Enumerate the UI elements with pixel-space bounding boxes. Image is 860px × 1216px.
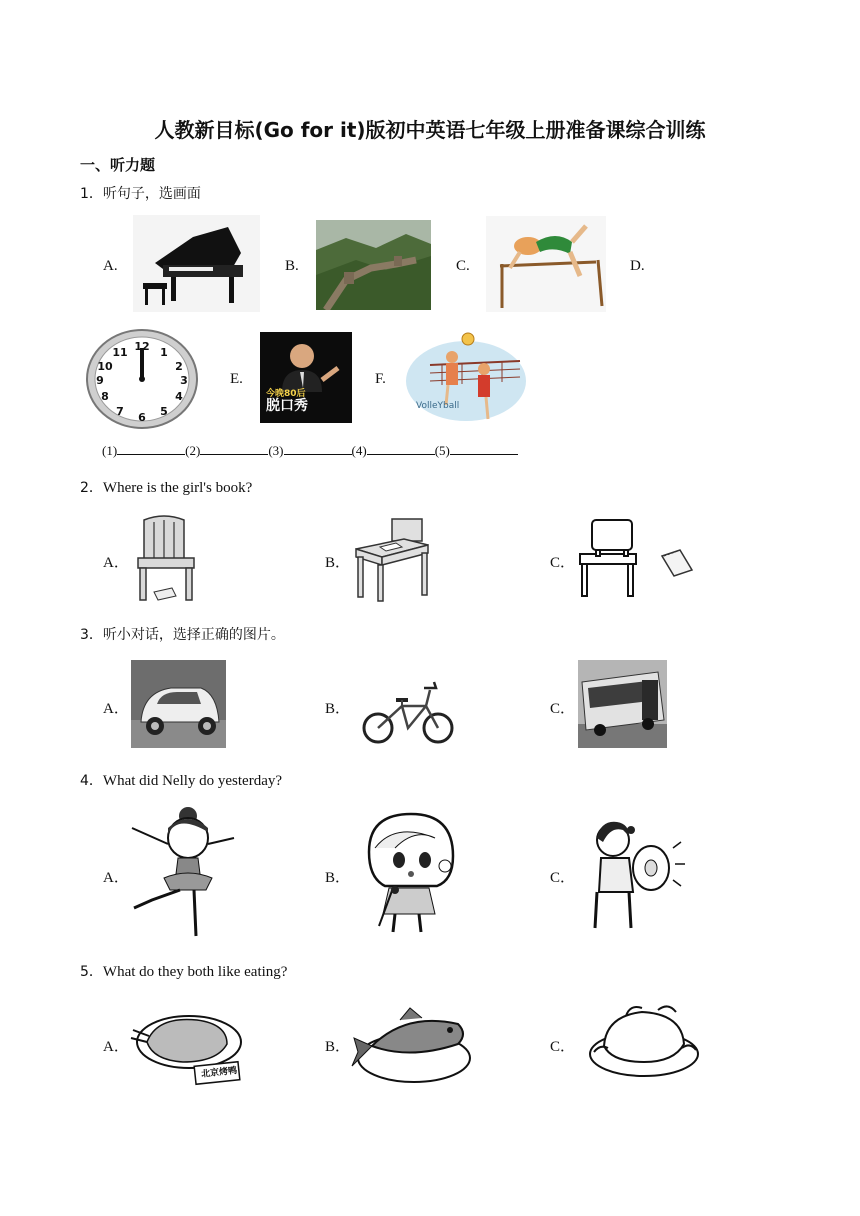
svg-text:9: 9 bbox=[96, 374, 104, 387]
svg-text:5: 5 bbox=[160, 405, 168, 418]
high-jump-image bbox=[486, 216, 606, 312]
answer-blank-3[interactable] bbox=[284, 442, 352, 455]
option-label-a: A． bbox=[103, 870, 129, 886]
roast-duck-image bbox=[127, 1002, 245, 1090]
chair-book-beside-image bbox=[574, 516, 699, 598]
option-label-a: A． bbox=[103, 701, 129, 717]
answer-blank-5[interactable] bbox=[450, 442, 518, 455]
svg-text:10: 10 bbox=[97, 360, 113, 373]
blank-label-3: (3) bbox=[268, 443, 284, 458]
svg-text:6: 6 bbox=[138, 411, 146, 424]
car-image bbox=[131, 660, 226, 748]
blank-label-1: (1) bbox=[102, 443, 118, 458]
drumming-girl-image bbox=[583, 812, 688, 936]
option-label-b: B． bbox=[325, 555, 351, 571]
option-label-b: B． bbox=[325, 701, 351, 717]
answer-blank-1[interactable] bbox=[117, 442, 185, 455]
section-heading: 一、听力题 bbox=[80, 156, 156, 174]
question-text: Where is the girl's book? bbox=[102, 480, 253, 496]
chair-book-under-image bbox=[128, 512, 203, 604]
question-3 bbox=[80, 624, 285, 644]
answer-blanks bbox=[102, 442, 518, 459]
option-label-f: F. bbox=[375, 371, 386, 387]
answer-blank-2[interactable] bbox=[200, 442, 268, 455]
option-label-a: A． bbox=[103, 555, 129, 571]
great-wall-image bbox=[316, 220, 431, 310]
option-label-b: B． bbox=[325, 870, 351, 886]
svg-text:4: 4 bbox=[175, 390, 183, 403]
option-label-a: A. bbox=[103, 258, 118, 274]
svg-text:12: 12 bbox=[134, 340, 150, 353]
ballet-girl-image bbox=[128, 804, 236, 942]
question-5 bbox=[80, 961, 287, 981]
poster-text-1: 今晚80后 bbox=[266, 389, 306, 399]
option-label-a: A． bbox=[103, 1039, 129, 1055]
question-text: What did Nelly do yesterday? bbox=[102, 773, 283, 789]
talk-show-image bbox=[260, 332, 352, 423]
volleyball-image bbox=[402, 329, 530, 426]
svg-text:11: 11 bbox=[112, 346, 128, 359]
duck-tag: 北京烤鸭 bbox=[200, 1066, 238, 1080]
option-label-c: C． bbox=[550, 555, 576, 571]
fish-image bbox=[350, 1000, 476, 1090]
option-label-d: D. bbox=[630, 258, 645, 274]
blank-label-2: (2) bbox=[185, 443, 201, 458]
question-4 bbox=[80, 770, 282, 790]
volleyball-caption: VolleYball bbox=[416, 401, 460, 411]
option-label-e: E. bbox=[230, 371, 243, 387]
option-label-c: C． bbox=[550, 870, 576, 886]
question-number: 5． bbox=[80, 964, 103, 980]
option-label-b: B. bbox=[285, 258, 299, 274]
poster-text-2: 脱口秀 bbox=[266, 398, 308, 415]
question-text: 听句子，选画面 bbox=[102, 186, 201, 202]
question-text: What do they both like eating? bbox=[102, 964, 288, 980]
blank-label-4: (4) bbox=[351, 443, 367, 458]
answer-blank-4[interactable] bbox=[367, 442, 435, 455]
question-1 bbox=[80, 183, 201, 203]
question-number: 1． bbox=[80, 186, 103, 202]
option-label-c: C． bbox=[550, 701, 576, 717]
page-title: 人教新目标(Go for it)版初中英语七年级上册准备课综合训练 bbox=[154, 118, 706, 142]
piano-image bbox=[133, 215, 260, 312]
svg-text:7: 7 bbox=[116, 405, 124, 418]
question-number: 3． bbox=[80, 627, 103, 643]
option-label-c: C. bbox=[456, 258, 470, 274]
blank-label-5: (5) bbox=[434, 443, 450, 458]
desk-book-on-image bbox=[352, 515, 432, 603]
svg-text:1: 1 bbox=[160, 346, 168, 359]
question-number: 2． bbox=[80, 480, 103, 496]
clock-image bbox=[84, 328, 200, 430]
svg-text:3: 3 bbox=[180, 374, 188, 387]
option-label-b: B． bbox=[325, 1039, 351, 1055]
roast-chicken-image bbox=[586, 998, 700, 1082]
question-number: 4． bbox=[80, 773, 103, 789]
svg-text:8: 8 bbox=[101, 390, 109, 403]
singing-girl-image bbox=[355, 808, 465, 938]
bus-image bbox=[578, 660, 667, 748]
bicycle-image bbox=[360, 660, 455, 748]
question-text: 听小对话，选择正确的图片。 bbox=[102, 627, 285, 643]
question-2 bbox=[80, 477, 252, 497]
svg-text:2: 2 bbox=[175, 360, 183, 373]
option-label-c: C． bbox=[550, 1039, 576, 1055]
